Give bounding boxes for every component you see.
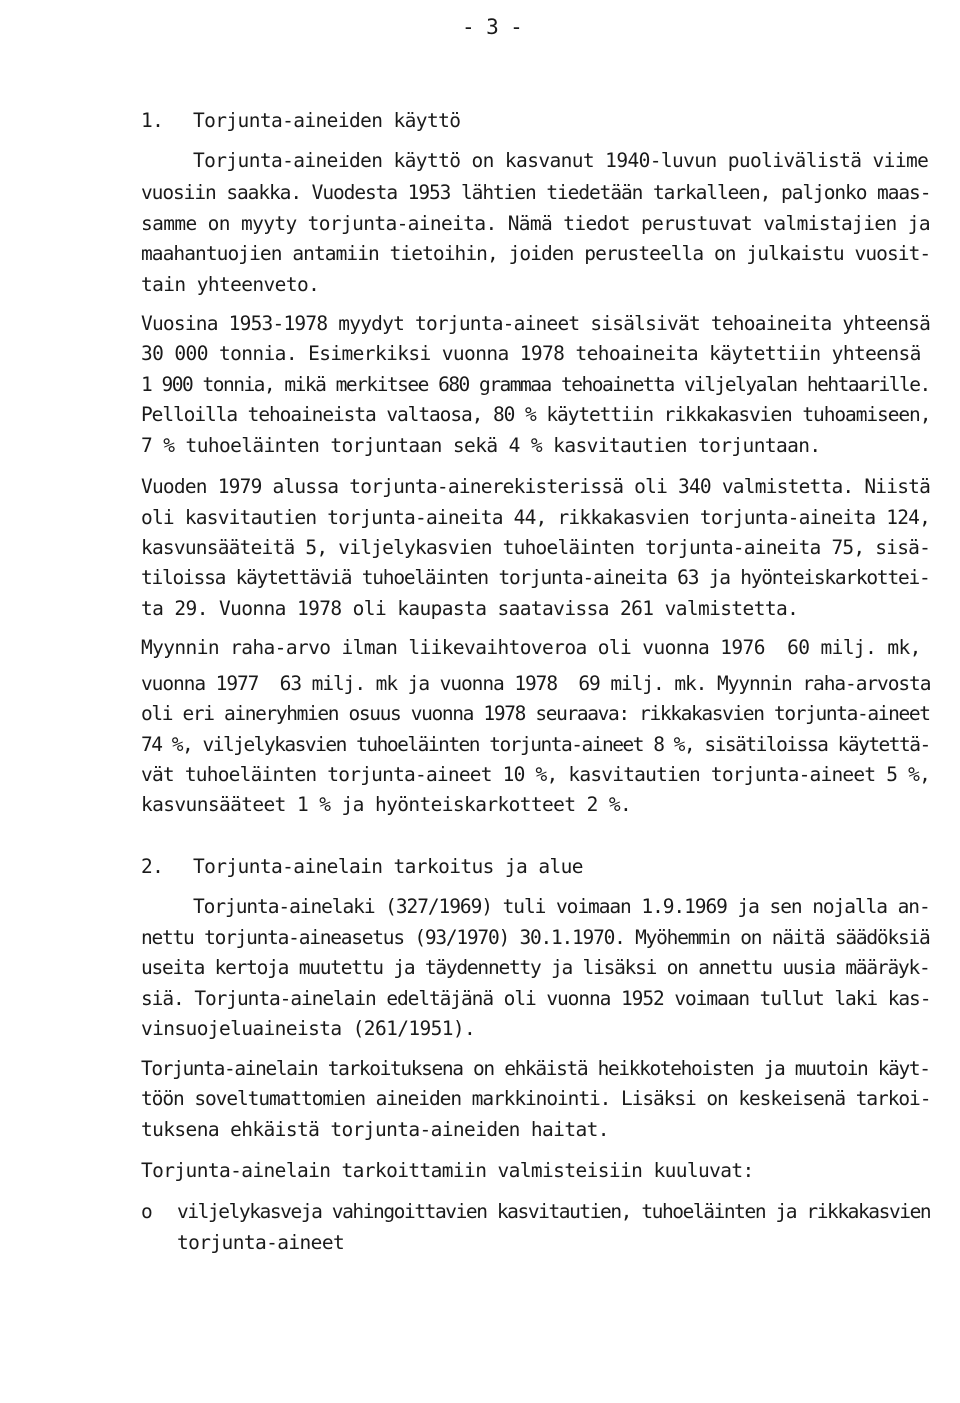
text-line: Pelloilla tehoaineista valtaosa, 80 % käytettiin rikkakasvien tuhoamiseen,	[141, 403, 931, 426]
text-line: Vuoden 1979 alussa torjunta-ainerekisterissä oli 340 valmistetta. Niistä	[141, 475, 931, 498]
text-line: vinsuojeluaineista (261/1951).	[141, 1017, 476, 1040]
section-2-heading: Torjunta-ainelain tarkoitus ja alue	[193, 855, 583, 878]
text-line: Myynnin raha-arvo ilman liikevaihtoveroa oli vuonna 1976 60 milj. mk,	[141, 636, 921, 659]
section-2-number: 2.	[141, 855, 164, 878]
section-1-number: 1.	[141, 109, 164, 132]
text-line: vuosiin saakka. Vuodesta 1953 lähtien tiedetään tarkalleen, paljonko maas-	[141, 181, 931, 204]
text-line: ta 29. Vuonna 1978 oli kaupasta saatavissa 261 valmistetta.	[141, 597, 799, 620]
text-line: 1 900 tonnia, mikä merkitsee 680 grammaa tehoainetta viljelyalan hehtaarille.	[141, 373, 930, 396]
text-line: siä. Torjunta-ainelain edeltäjänä oli vuonna 1952 voimaan tullut laki kas-	[141, 987, 931, 1010]
text-line: tuksena ehkäistä torjunta-aineiden haitat.	[141, 1118, 609, 1141]
text-line: 30 000 tonnia. Esimerkiksi vuonna 1978 tehoaineita käytettiin yhteensä	[141, 342, 921, 365]
text-line: töön soveltumattomien aineiden markkinointi. Lisäksi on keskeisenä tarkoi-	[141, 1087, 931, 1110]
text-line: kasvunsääteet 1 % ja hyönteiskarkotteet 2 %.	[141, 793, 632, 816]
text-line: Torjunta-ainelain tarkoituksena on ehkäistä heikkotehoisten ja muutoin käyt-	[141, 1057, 930, 1080]
text-line: Torjunta-ainelain tarkoittamiin valmisteisiin kuuluvat:	[141, 1159, 754, 1182]
text-line: 7 % tuhoeläinten torjuntaan sekä 4 % kasvitautien torjuntaan.	[141, 434, 821, 457]
text-line: nettu torjunta-aineasetus (93/1970) 30.1.1970. Myöhemmin on näitä säädöksiä	[141, 926, 930, 949]
text-line: vuonna 1977 63 milj. mk ja vuonna 1978 69 milj. mk. Myynnin raha-arvosta	[141, 672, 931, 695]
text-line: useita kertoja muutettu ja täydennetty ja lisäksi on annettu uusia määräyk-	[141, 956, 930, 979]
list-item-marker: o	[141, 1200, 153, 1223]
text-line: Torjunta-ainelaki (327/1969) tuli voimaan 1.9.1969 ja sen nojalla an-	[193, 895, 930, 918]
text-line: tiloissa käytettäviä tuhoeläinten torjunta-aineita 63 ja hyönteiskarkottei-	[141, 566, 930, 589]
text-line: tain yhteenveto.	[141, 273, 320, 296]
text-line: oli eri aineryhmien osuus vuonna 1978 seuraava: rikkakasvien torjunta-aineet	[141, 702, 930, 725]
text-line: vät tuhoeläinten torjunta-aineet 10 %, kasvitautien torjunta-aineet 5 %,	[141, 763, 931, 786]
list-item-line: viljelykasveja vahingoittavien kasvitautien, tuhoeläinten ja rikkakasvien	[177, 1200, 931, 1223]
page-number: - 3 -	[462, 15, 523, 39]
text-line: kasvunsääteitä 5, viljelykasvien tuhoeläinten torjunta-aineita 75, sisä-	[141, 536, 931, 559]
text-line: oli kasvitautien torjunta-aineita 44, rikkakasvien torjunta-aineita 124,	[141, 506, 931, 529]
list-item-line: torjunta-aineet	[177, 1231, 345, 1254]
text-line: Torjunta-aineiden käyttö on kasvanut 1940-luvun puolivälistä viime	[193, 149, 929, 172]
text-line: 74 %, viljelykasvien tuhoeläinten torjunta-aineet 8 %, sisätiloissa käytettä-	[141, 733, 930, 756]
section-1-heading: Torjunta-aineiden käyttö	[193, 109, 461, 132]
text-line: samme on myyty torjunta-aineita. Nämä tiedot perustuvat valmistajien ja	[141, 212, 930, 235]
text-line: maahantuojien antamiin tietoihin, joiden perusteella on julkaistu vuosit-	[141, 242, 931, 265]
text-line: Vuosina 1953-1978 myydyt torjunta-aineet sisälsivät tehoaineita yhteensä	[141, 312, 931, 335]
